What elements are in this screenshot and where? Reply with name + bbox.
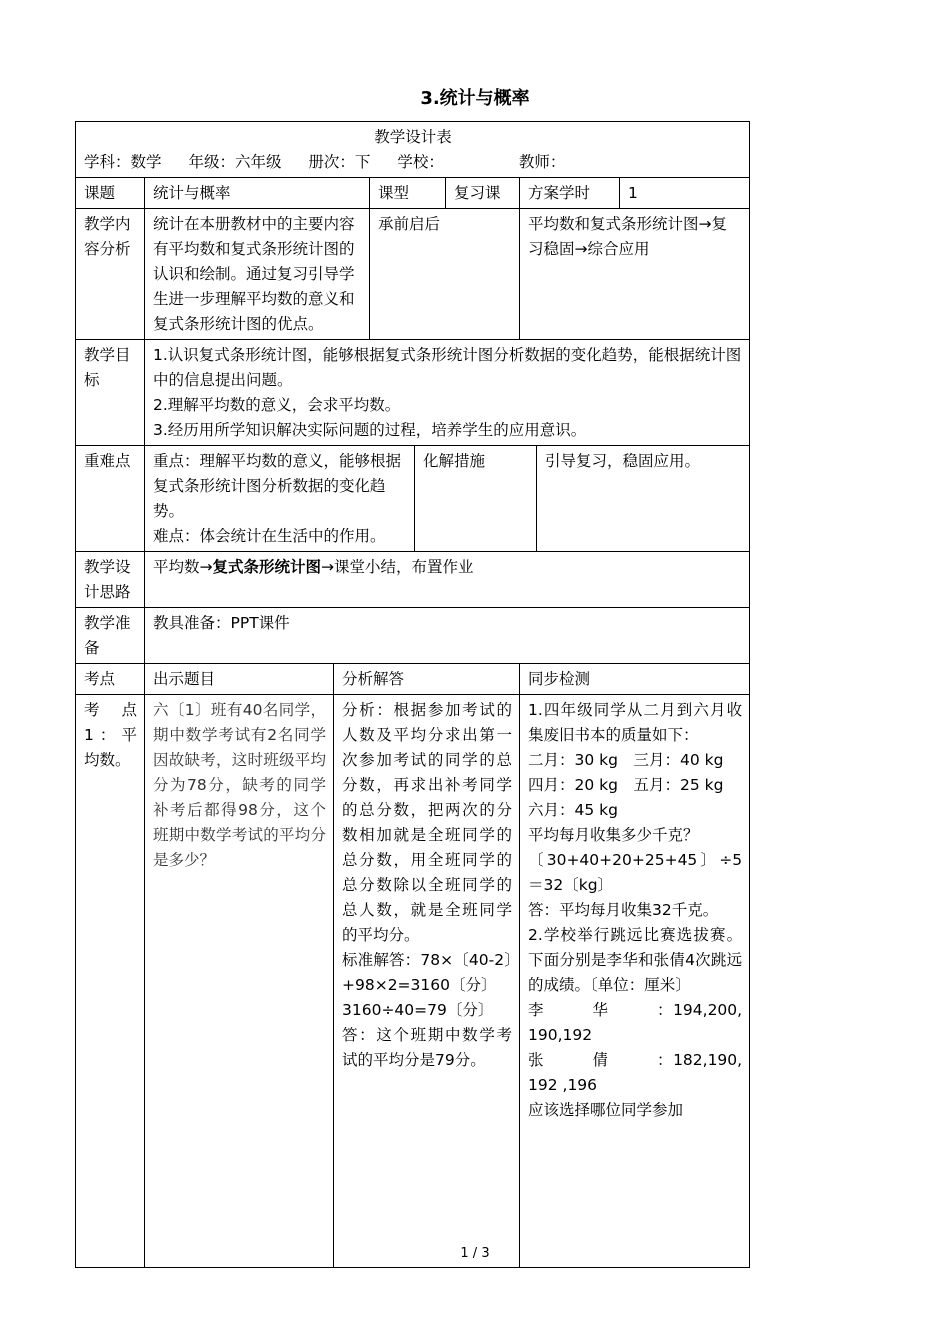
page-number: 1 / 3 [460,1246,490,1261]
objectives-list [145,340,750,446]
design-step-3: →课堂小结，布置作业 [321,558,474,576]
check-line: 平均每月收集多少千克？ [528,826,699,844]
lesson-design-table [75,121,750,1268]
check-line: 2.学校举行跳远比赛选拔赛。下面分别是李华和张倩4次跳远的成绩。〔单位：厘米〕 [528,926,743,994]
check-line: 答：平均每月收集32千克。 [528,901,719,919]
check-line: 六月：45 kg [528,801,618,819]
column-exam-point: 考点 [76,664,145,695]
teacher: 教师： [518,153,566,171]
objective-item: 2.理解平均数的意义，会求平均数。 [153,396,401,414]
check-line: 张 倩 ：182,190,192 ,196 [528,1051,743,1094]
design-idea-text [145,552,750,608]
bridging-label: 承前启后 [370,209,520,340]
content-analysis-text: 统计在本册教材中的主要内容有平均数和复式条形统计图的认识和绘制。通过复习引导学生进一步理解平均数的意义和复式条形统计图的优点。 [145,209,370,340]
key-point: 重点：理解平均数的意义，能够根据复式条形统计图分析数据的变化趋势。 [153,452,402,520]
design-step-2: 复式条形统计图 [212,558,322,576]
design-step-1: 平均数→ [153,558,213,576]
preparation-text: 教具准备：PPT课件 [145,608,750,664]
solution-step-1: 标准解答：78×〔40-2〕+98×2=3160〔分〕 [342,951,512,994]
type-label: 课型 [370,178,446,209]
analysis: 分析：根据参加考试的人数及平均分求出第一次参加考试的同学的总分数，再求出补考同学的总分数，把两次的分数相加就是全班同学的总分数，用全班同学的总分数除以全班同学的总人数，就是全班同学的平均分。 [342,701,512,944]
grade: 年级：六年级 [188,153,282,171]
difficult-point: 难点：体会统计在生活中的作用。 [153,527,386,545]
design-idea-label: 教学设计思路 [76,552,145,608]
topic-value: 统计与概率 [145,178,370,209]
objectives-label: 教学目标 [76,340,145,446]
exam-point-label: 考点1：平均数。 [76,695,145,1268]
volume: 册次：下 [308,153,371,171]
objective-item: 3.经历用所学知识解决实际问题的过程，培养学生的应用意识。 [153,421,587,439]
document-title: 3.统计与概率 [420,88,530,109]
column-question: 出示题目 [145,664,334,695]
column-analysis: 分析解答 [334,664,520,695]
topic-label: 课题 [76,178,145,209]
subject: 学科：数学 [84,153,162,171]
objective-item: 1.认识复式条形统计图，能够根据复式条形统计图分析数据的变化趋势，能根据统计图中的信息提出问题。 [153,346,742,389]
check-line: 1.四年级同学从二月到六月收集废旧书本的质量如下： [528,701,743,744]
solution-step-2: 3160÷40=79〔分〕 [342,1001,494,1019]
check-line: 李 华 ：194,200,190,192 [528,1001,743,1044]
measure-text: 引导复习，稳固应用。 [537,446,750,552]
analysis-text [334,695,520,1268]
table-header [76,122,750,178]
review-flow: 平均数和复式条形统计图→复习稳固→综合应用 [520,209,750,340]
check-line: 二月：30 kg 三月：40 kg [528,751,724,769]
check-line: 应该选择哪位同学参加 [528,1101,684,1119]
hours-label: 方案学时 [520,178,620,209]
column-check: 同步检测 [520,664,750,695]
question-text: 六〔1〕班有40名同学，期中数学考试有2名同学因故缺考，这时班级平均分为78分，缺考的同学补考后都得98分，这个班期中数学考试的平均分是多少？ [145,695,334,1268]
header-meta [84,150,742,175]
check-line: 四月：20 kg 五月：25 kg [528,776,724,794]
key-points-label: 重难点 [76,446,145,552]
check-line: 〔30+40+20+25+45〕÷5＝32〔kg〕 [528,851,743,894]
table-title: 教学设计表 [374,128,452,146]
check-exercises [520,695,750,1268]
hours-value: 1 [620,178,750,209]
key-points-text [145,446,415,552]
type-value: 复习课 [446,178,520,209]
measure-label: 化解措施 [415,446,537,552]
school: 学校： [397,153,444,171]
preparation-label: 教学准备 [76,608,145,664]
content-analysis-label: 教学内容分析 [76,209,145,340]
answer: 答：这个班期中数学考试的平均分是79分。 [342,1026,512,1069]
